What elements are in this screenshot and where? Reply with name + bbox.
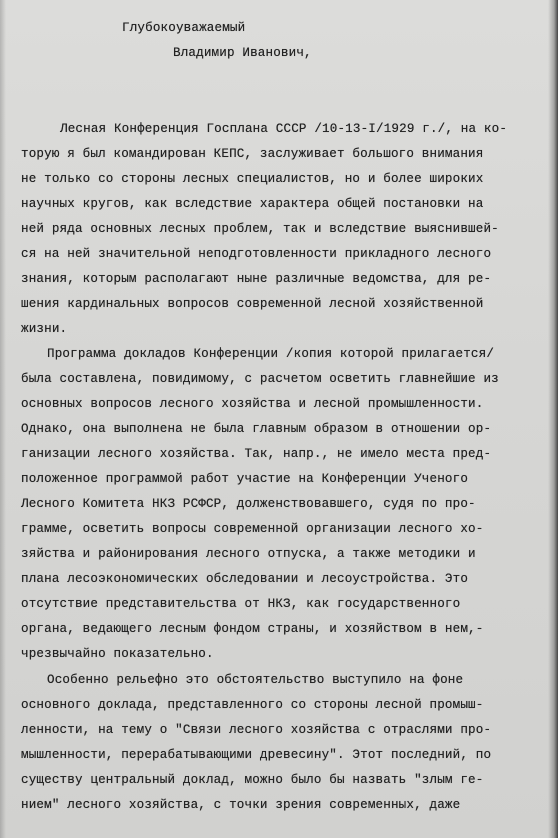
text-line: мышленности, перерабатывающими древесину". Этот последний, по <box>21 748 492 762</box>
text-line: торую я был командирован КЕПС, заслуживает большого внимания <box>21 147 484 161</box>
text-line: основных вопросов лесного хозяйства и лесной промышленности. <box>21 397 484 411</box>
text-line: была составлена, повидимому, с расчетом осветить главнейшие из <box>21 372 499 386</box>
salutation-line-1: Глубокоуважаемый <box>122 21 246 35</box>
text-line: ней ряда основных лесных проблем, так и вследствие выяснившей- <box>21 222 499 236</box>
text-line: Лесного Комитета НКЗ РСФСР, долженствовавшего, судя по про- <box>21 497 476 511</box>
text-line: Лесная Конференция Госплана СССР /10-13-I/1929 г./, на ко- <box>60 122 508 136</box>
text-line: научных кругов, как вследствие характера общей постановки на <box>21 197 484 211</box>
text-line: положенное программой работ участие на Конференции Ученого <box>21 472 469 486</box>
text-line: органа, ведающего лесным фондом страны, и хозяйством в нем,- <box>21 622 484 636</box>
page-shadow-left <box>0 0 6 838</box>
page-shadow-right <box>548 0 558 838</box>
text-line: основного доклада, представленного со стороны лесной промыш- <box>21 698 484 712</box>
text-line: плана лесоэкономических обследовании и лесоустройства. Это <box>21 572 469 586</box>
text-line: знания, которым располагают ныне различные ведомства, для ре- <box>21 272 492 286</box>
text-line: существу центральный доклад, можно было бы назвать "злым ге- <box>21 773 484 787</box>
text-line: Программа докладов Конференции /копия которой прилагается/ <box>47 347 495 361</box>
text-line: ленности, на тему о "Связи лесного хозяйства с отраслями про- <box>21 723 492 737</box>
text-line: Особенно рельефно это обстоятельство выступило на фоне <box>47 673 464 687</box>
text-line: чрезвычайно показательно. <box>21 647 214 661</box>
text-line: Однако, она выполнена не была главным образом в отношении ор- <box>21 422 492 436</box>
text-line: грамме, осветить вопросы современной организации лесного хо- <box>21 522 484 536</box>
text-line: шения кардинальных вопросов современной лесной хозяйственной <box>21 297 484 311</box>
text-line: не только со стороны лесных специалистов, но и более широких <box>21 172 484 186</box>
salutation-line-2: Владимир Иванович, <box>173 46 312 60</box>
text-line: нием" лесного хозяйства, с точки зрения современных, даже <box>21 798 461 812</box>
text-line: жизни. <box>21 322 68 336</box>
text-line: отсутствие представительства от НКЗ, как государственного <box>21 597 461 611</box>
text-line: ганизации лесного хозяйства. Так, напр., не имело места пред- <box>21 447 492 461</box>
text-line: ся на ней значительной неподготовленности прикладного лесного <box>21 247 492 261</box>
text-line: зяйства и районирования лесного отпуска, а также методики и <box>21 547 476 561</box>
